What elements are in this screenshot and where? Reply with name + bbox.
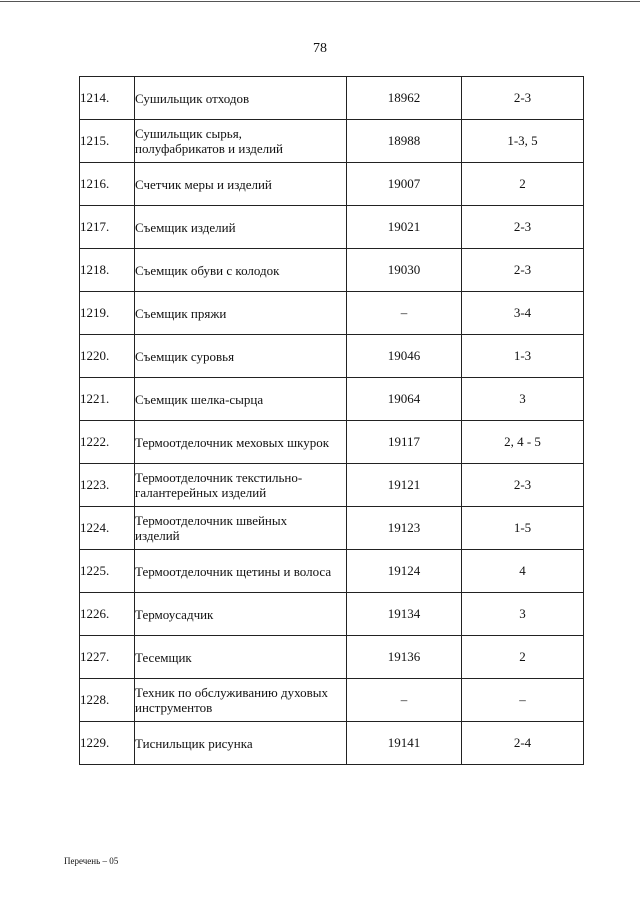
- profession-code: 19124: [347, 550, 462, 593]
- table-row: [80, 722, 584, 765]
- table-row: [80, 421, 584, 464]
- profession-name: Техник по обслуживанию духовых инструментов: [135, 679, 347, 722]
- table-row: [80, 249, 584, 292]
- profession-table: [79, 76, 584, 765]
- profession-code: 19007: [347, 163, 462, 206]
- profession-name: Термоотделочник меховых шкурок: [135, 421, 347, 464]
- hazard-classes: –: [462, 679, 584, 722]
- hazard-classes: 2-3: [462, 464, 584, 507]
- profession-code: 19030: [347, 249, 462, 292]
- row-number: 1221.: [80, 378, 135, 421]
- profession-name: Сушильщик сырья, полуфабрикатов и изделий: [135, 120, 347, 163]
- profession-code: 19117: [347, 421, 462, 464]
- profession-name: Тиснильщик рисунка: [135, 722, 347, 765]
- footer-label: Перечень – 05: [64, 856, 119, 866]
- row-number: 1228.: [80, 679, 135, 722]
- profession-code: 19141: [347, 722, 462, 765]
- table-row: [80, 163, 584, 206]
- profession-name: Съемщик пряжи: [135, 292, 347, 335]
- table-row: [80, 378, 584, 421]
- hazard-classes: 2-4: [462, 722, 584, 765]
- table-row: [80, 679, 584, 722]
- profession-name: Термоотделочник щетины и волоса: [135, 550, 347, 593]
- profession-code: 19136: [347, 636, 462, 679]
- table-row: [80, 206, 584, 249]
- row-number: 1218.: [80, 249, 135, 292]
- profession-code: –: [347, 679, 462, 722]
- row-number: 1222.: [80, 421, 135, 464]
- hazard-classes: 2-3: [462, 206, 584, 249]
- row-number: 1224.: [80, 507, 135, 550]
- row-number: 1225.: [80, 550, 135, 593]
- hazard-classes: 3: [462, 593, 584, 636]
- profession-code: –: [347, 292, 462, 335]
- profession-name: Сушильщик отходов: [135, 77, 347, 120]
- hazard-classes: 1-3: [462, 335, 584, 378]
- profession-code: 18962: [347, 77, 462, 120]
- table-row: [80, 507, 584, 550]
- hazard-classes: 4: [462, 550, 584, 593]
- hazard-classes: 2: [462, 163, 584, 206]
- table-row: [80, 120, 584, 163]
- profession-name: Съемщик обуви с колодок: [135, 249, 347, 292]
- row-number: 1214.: [80, 77, 135, 120]
- profession-name: Тесемщик: [135, 636, 347, 679]
- table-row: [80, 292, 584, 335]
- hazard-classes: 1-5: [462, 507, 584, 550]
- profession-code: 19121: [347, 464, 462, 507]
- row-number: 1216.: [80, 163, 135, 206]
- profession-name: Термоотделочник швейных изделий: [135, 507, 347, 550]
- table-row: [80, 550, 584, 593]
- hazard-classes: 3: [462, 378, 584, 421]
- hazard-classes: 2-3: [462, 249, 584, 292]
- table-row: [80, 636, 584, 679]
- profession-name: Термоусадчик: [135, 593, 347, 636]
- row-number: 1215.: [80, 120, 135, 163]
- hazard-classes: 2-3: [462, 77, 584, 120]
- profession-code: 19134: [347, 593, 462, 636]
- profession-name: Съемщик шелка-сырца: [135, 378, 347, 421]
- hazard-classes: 3-4: [462, 292, 584, 335]
- profession-code: 19123: [347, 507, 462, 550]
- top-rule: [0, 1, 640, 2]
- profession-name: Термоотделочник текстильно- галантерейных изделий: [135, 464, 347, 507]
- profession-name: Счетчик меры и изделий: [135, 163, 347, 206]
- hazard-classes: 2, 4 - 5: [462, 421, 584, 464]
- profession-name: Съемщик суровья: [135, 335, 347, 378]
- hazard-classes: 1-3, 5: [462, 120, 584, 163]
- profession-code: 18988: [347, 120, 462, 163]
- table-body: [80, 77, 584, 765]
- profession-code: 19046: [347, 335, 462, 378]
- table-row: [80, 593, 584, 636]
- row-number: 1219.: [80, 292, 135, 335]
- row-number: 1226.: [80, 593, 135, 636]
- table-row: [80, 464, 584, 507]
- row-number: 1227.: [80, 636, 135, 679]
- table-row: [80, 335, 584, 378]
- row-number: 1229.: [80, 722, 135, 765]
- row-number: 1217.: [80, 206, 135, 249]
- table-row: [80, 77, 584, 120]
- profession-code: 19021: [347, 206, 462, 249]
- profession-name: Съемщик изделий: [135, 206, 347, 249]
- hazard-classes: 2: [462, 636, 584, 679]
- profession-code: 19064: [347, 378, 462, 421]
- row-number: 1220.: [80, 335, 135, 378]
- page-number: 78: [313, 41, 327, 56]
- row-number: 1223.: [80, 464, 135, 507]
